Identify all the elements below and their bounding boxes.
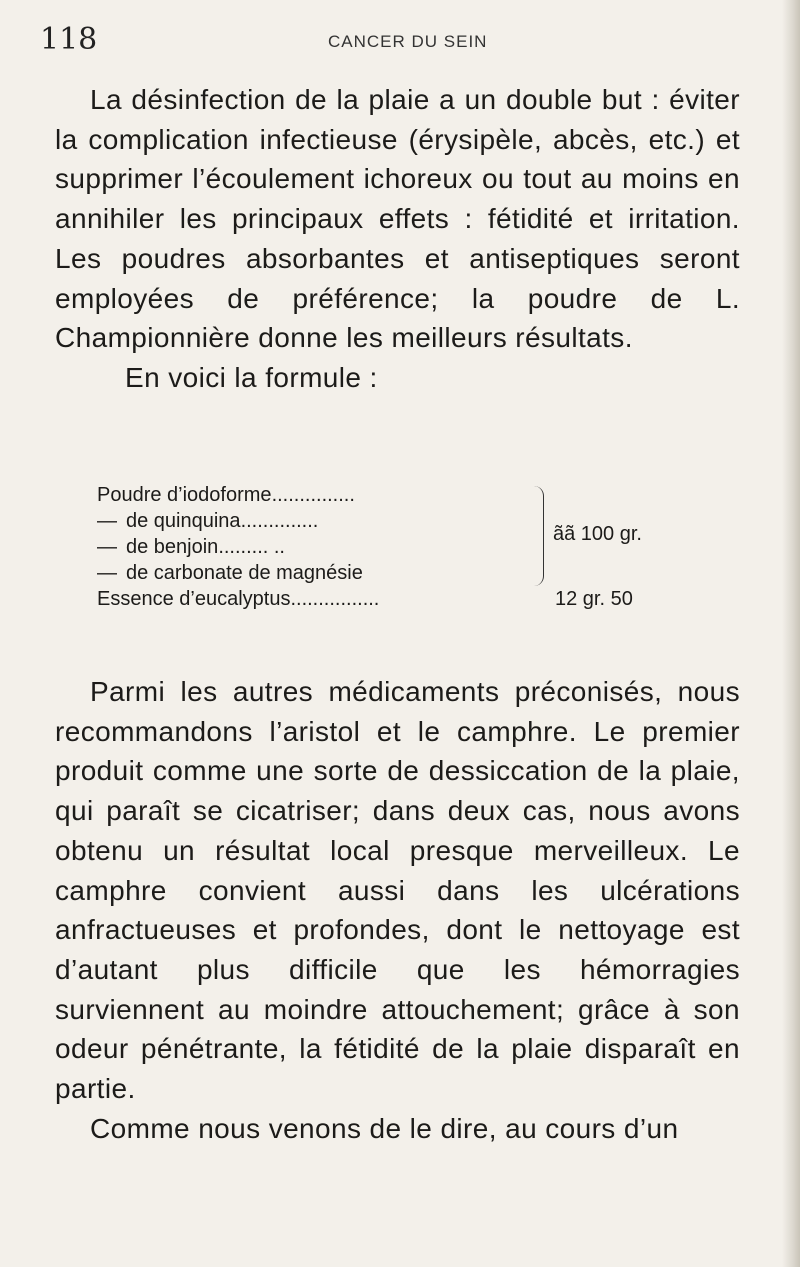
formula-block [97, 482, 697, 612]
leader-dots: ......... .. [218, 536, 285, 558]
common-quantity: ãã 100 gr. [553, 523, 642, 545]
page-edge [782, 0, 800, 1267]
formula-intro: En voici la formule : [125, 361, 378, 393]
page-header [40, 22, 740, 58]
page-number: 118 [40, 22, 98, 57]
formula-item-name: de benjoin [126, 536, 219, 558]
eucalyptus-quantity: 12 gr. 50 [555, 588, 633, 610]
formula-item-name: Poudre d’iodoforme [97, 484, 272, 506]
main-text-continued [55, 672, 740, 1148]
paragraph-continuation: Comme nous venons de le dire, au cours d’un [90, 1112, 679, 1144]
paragraph-medicaments: Parmi les autres médicaments préconisés, nous recommandons l’aristol et le camphre. Le premier produit comme une sorte de dessiccation de la plaie, qui paraît se cicatriser; dans deux cas, nous avons obtenu un résultat local presque merveilleux. Le camphre convient aussi dans les ulcérations anfractueuses et profondes, dont le nettoyage est d’autant plus difficile que les hémorragies surviennent au moindre attouchement; grâce à son odeur pénétrante, la fétidité de la plaie disparaît en partie. [55, 676, 740, 1105]
main-text [55, 80, 740, 398]
leader-dots: ............... [271, 484, 355, 506]
formula-item-name: Essence d’eucalyptus [97, 588, 291, 610]
formula-item [97, 482, 697, 508]
formula-item-name: de carbonate de magnésie [126, 562, 363, 584]
paragraph-disinfection: La désinfection de la plaie a un double but : éviter la complication infectieuse (érysipèle, abcès, etc.) et supprimer l’écoulement ichoreux ou tout au moins en annihiler les principaux effets : fétidité et irritation. Les poudres absorbantes et antiseptiques seront employées de préférence; la poudre de L. Championnière donne les meilleurs résultats. [55, 84, 740, 354]
leader-dots: ................ [290, 588, 380, 610]
leader-dots: .............. [240, 510, 319, 532]
formula-item-name: de quinquina [126, 510, 241, 532]
grouping-brace [534, 486, 544, 586]
ditto-dash: — [97, 510, 117, 532]
running-head: CANCER DU SEIN [328, 32, 488, 51]
ditto-dash: — [97, 536, 117, 558]
ditto-dash: — [97, 562, 117, 584]
formula-item [97, 560, 697, 586]
